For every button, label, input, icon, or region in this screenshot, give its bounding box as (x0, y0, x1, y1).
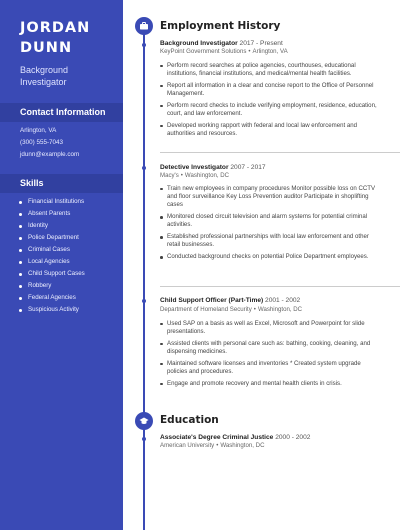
job-bullet: Perform record searches at police agencies, courthouses, educational institutions, financial institutions, and medical/mental health facilities. (160, 62, 382, 78)
skill-item: Identity (18, 220, 118, 232)
job-bullet: Monitored closed circuit television and alarm systems for potential criminal activities. (160, 213, 382, 229)
job-bullet: Developed working rapport with federal and local law enforcement and authorities and resources. (160, 122, 382, 138)
skill-item: Absent Parents (18, 208, 118, 220)
separator-dot: • (253, 306, 256, 313)
job-bullet: Maintained software licenses and inventories * Created system upgrade policies and procedures. (160, 360, 382, 376)
job-location: Washington, DC (184, 172, 230, 179)
education-heading: Education (160, 414, 219, 426)
job-role: Background Investigator (160, 40, 238, 47)
job-bullet: Established professional partnerships with local law enforcement and other retail businesses. (160, 233, 382, 249)
job-title (20, 64, 120, 88)
first-name: JORDAN (20, 20, 91, 36)
divider (160, 286, 400, 287)
job-bullet: Used SAP on a basis as well as Excel, Microsoft and Powerpoint for slide presentations. (160, 320, 382, 336)
job-bullet: Assisted clients with personal care such as: bathing, cooking, cleaning, and dispensing medicines. (160, 340, 382, 356)
job-location: Washington, DC (257, 306, 303, 313)
timeline-line (143, 24, 145, 530)
timeline-dot (142, 43, 146, 47)
timeline-dot (142, 166, 146, 170)
skill-item: Child Support Cases (18, 268, 118, 280)
skill-item: Criminal Cases (18, 244, 118, 256)
sidebar (0, 0, 123, 530)
job-dates: 2001 - 2002 (265, 297, 301, 304)
candidate-name (20, 18, 120, 58)
contact-location: Arlington, VA (20, 127, 57, 134)
job-title-line-2: Investigator (20, 77, 67, 87)
timeline-dot (142, 437, 146, 441)
education-header (160, 433, 400, 442)
contact-email[interactable]: jdunn@example.com (20, 151, 80, 158)
job-bullet: Conducted background checks on potential Police Department employees. (160, 253, 382, 261)
skills-list (18, 196, 118, 316)
degree: Associate's Degree Criminal Justice (160, 434, 274, 441)
school-location: Washington, DC (220, 442, 265, 449)
last-name: DUNN (20, 40, 73, 56)
skill-item: Suspicious Activity (18, 304, 118, 316)
graduation-cap-icon (135, 412, 153, 430)
job-header (160, 39, 400, 48)
skill-item: Local Agencies (18, 256, 118, 268)
education-school-line (160, 442, 400, 450)
job-header (160, 163, 400, 172)
job-dates: 2017 - Present (239, 40, 283, 47)
job-bullets (160, 320, 382, 392)
skill-item: Police Department (18, 232, 118, 244)
job-location: Arlington, VA (252, 48, 288, 55)
job-company-line (160, 306, 400, 314)
skill-item: Federal Agencies (18, 292, 118, 304)
timeline-dot (142, 299, 146, 303)
job-bullet: Engage and promote recovery and mental health clients in crisis. (160, 380, 382, 388)
job-company: Department of Homeland Security (160, 306, 252, 313)
divider (160, 152, 400, 153)
job-company: Macy's (160, 172, 179, 179)
briefcase-icon (135, 17, 153, 35)
job-bullets (160, 185, 382, 265)
job-company-line (160, 48, 400, 56)
employment-heading: Employment History (160, 20, 281, 32)
skill-item: Robbery (18, 280, 118, 292)
job-bullet: Perform record checks to include verifying employment, residence, education, court, and law enforcement. (160, 102, 382, 118)
contact-phone[interactable]: (300) 555-7043 (20, 139, 64, 146)
separator-dot: • (248, 48, 251, 55)
skills-heading: Skills (0, 174, 123, 193)
job-company: KeyPoint Government Solutions (160, 48, 247, 55)
job-bullets (160, 62, 382, 142)
job-title-line-1: Background (20, 65, 69, 75)
job-dates: 2007 - 2017 (230, 164, 266, 171)
job-header (160, 296, 400, 305)
separator-dot: • (180, 172, 183, 179)
school: American University (160, 442, 215, 449)
skill-item: Financial Institutions (18, 196, 118, 208)
job-role: Child Support Officer (Part-Time) (160, 297, 264, 304)
contact-heading: Contact Information (0, 103, 123, 122)
job-bullet: Report all information in a clear and concise report to the Office of Personnel Management. (160, 82, 382, 98)
education-dates: 2000 - 2002 (275, 434, 311, 441)
job-company-line (160, 172, 400, 180)
job-role: Detective Investigator (160, 164, 229, 171)
job-bullet: Train new employees in company procedures Monitor possible loss on CCTV and floor surveillance Key Loss Prevention auditor Participate in shoplifting cases (160, 185, 382, 210)
separator-dot: • (216, 442, 219, 449)
